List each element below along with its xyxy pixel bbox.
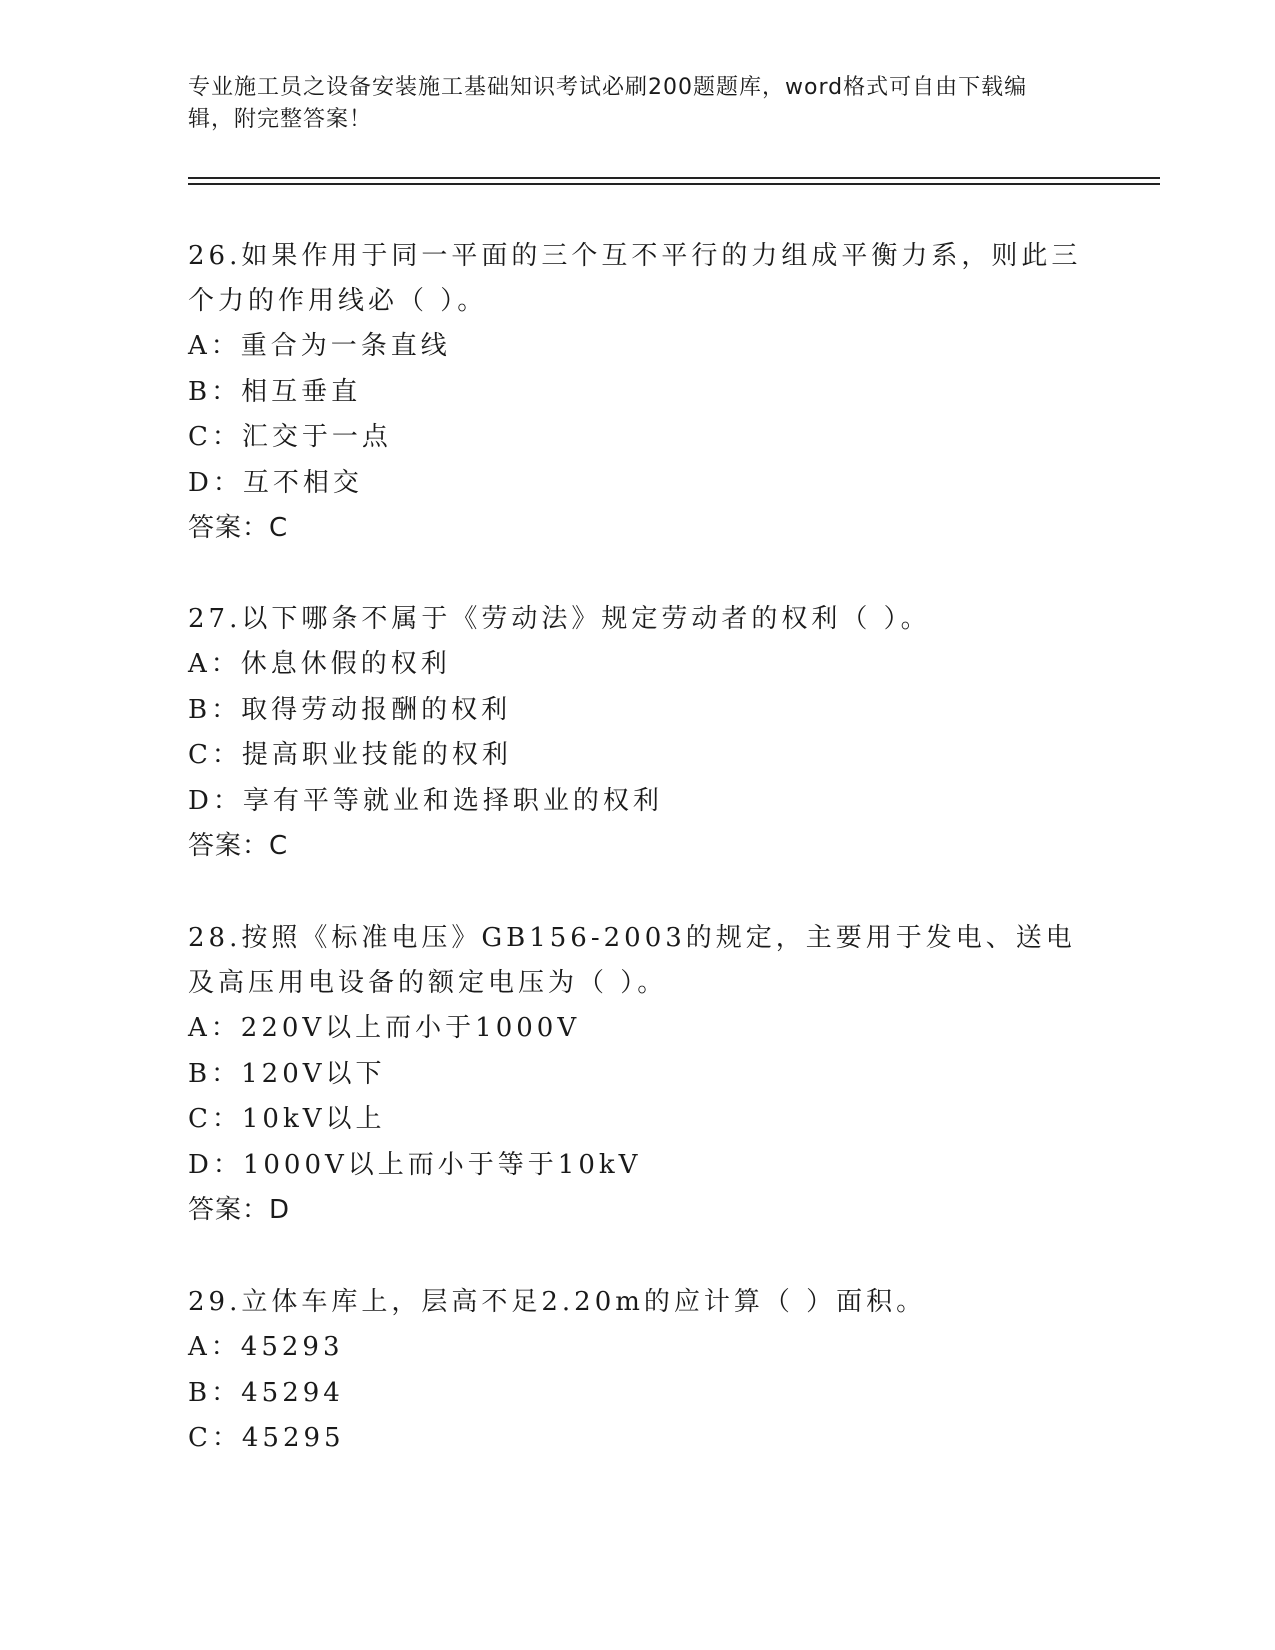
option-a: A：休息休假的权利 [188,649,451,679]
answer: 答案：D [188,1195,291,1225]
option-c: C：10kV以上 [188,1104,386,1134]
option-b: B：120V以下 [188,1058,386,1089]
question-26 [188,234,1088,552]
question-stem: 27.以下哪条不属于《劳动法》规定劳动者的权利（ ）。 [188,604,931,634]
option-d: D：互不相交 [188,467,363,498]
option-c: C：提高职业技能的权利 [188,740,512,770]
option-d: D：1000V以上而小于等于10kV [188,1149,642,1180]
option-b: B：45294 [188,1377,344,1408]
question-29 [188,1280,1088,1462]
option-d: D：享有平等就业和选择职业的权利 [188,785,663,816]
question-28 [188,916,1088,1234]
document-header: 专业施工员之设备安装施工基础知识考试必刷200题题库，word格式可自由下载编辑，附完整答案！ [188,75,1028,132]
question-stem: 29.立体车库上，层高不足2.20m的应计算（ ）面积。 [188,1287,927,1317]
question-stem: 26.如果作用于同一平面的三个互不平行的力组成平衡力系，则此三个力的作用线必（ ）。 [188,241,1082,316]
option-b: B：相互垂直 [188,376,362,407]
option-c: C：汇交于一点 [188,422,392,452]
option-a: A：重合为一条直线 [188,331,451,361]
option-c: C：45295 [188,1423,345,1453]
header-divider-top [188,177,1160,179]
question-27 [188,597,1088,870]
header-divider-bottom [188,183,1160,185]
answer: 答案：C [188,831,289,861]
question-stem: 28.按照《标准电压》GB156-2003的规定，主要用于发电、送电及高压用电设备的额定电压为（ ）。 [188,923,1076,998]
option-a: A：220V以上而小于1000V [188,1013,581,1043]
answer: 答案：C [188,513,289,543]
option-a: A：45293 [188,1332,344,1362]
option-b: B：取得劳动报酬的权利 [188,694,512,725]
